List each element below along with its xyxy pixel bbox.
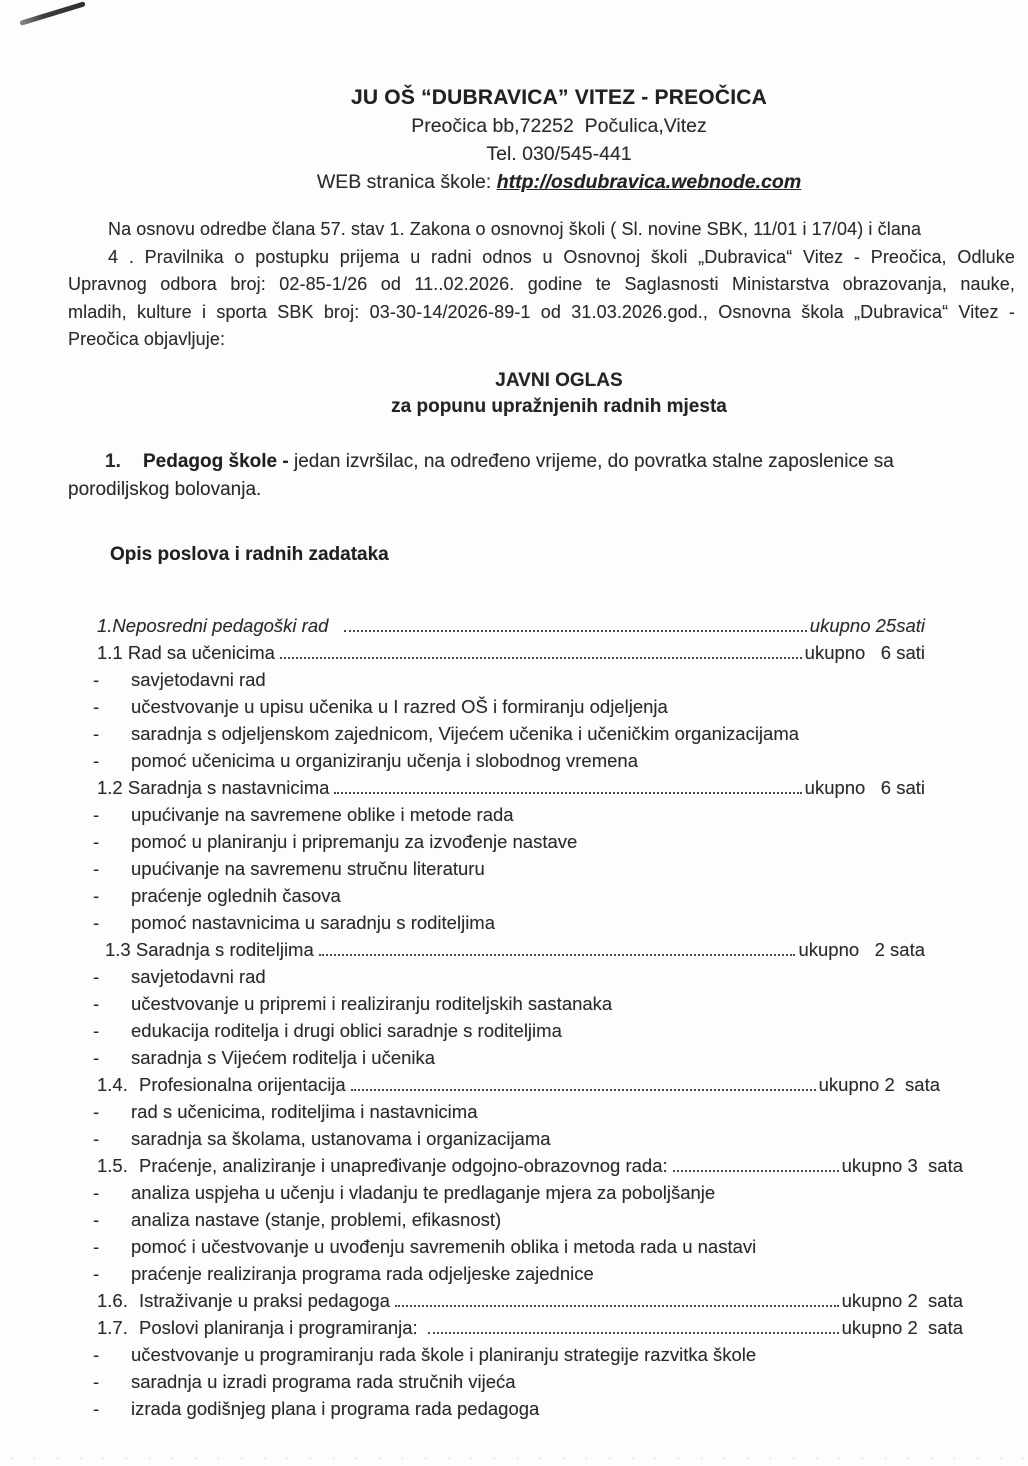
task-bullet-text: saradnja u izradi programa rada stručnih vijeća [131, 1370, 516, 1392]
task-bullet-text: savjetodavni rad [131, 668, 266, 690]
task-section-number: 1.5. [97, 1154, 128, 1176]
task-bullet-line [93, 693, 963, 720]
dash-bullet: - [93, 722, 100, 744]
dot-leader [673, 1170, 839, 1172]
dash-bullet: - [93, 965, 100, 987]
job-title: Pedagog škole - [143, 450, 294, 472]
task-bullet-line [93, 1179, 963, 1206]
web-label: WEB stranica škole: [316, 171, 497, 193]
notice-title-block [0, 368, 1028, 420]
task-section-label: Profesionalna orijentacija [139, 1073, 346, 1095]
intro-line: mladih, kulture i sporta SBK broj: 03-30-14/2026-89-1 od 31.03.2026.god., Osnovna škola „Dubravica“ Vitez - [68, 301, 1015, 322]
task-bullet-text: učestvovanje u upisu učenika u I razred OŠ i formiranju odjeljenja [131, 695, 668, 717]
job-position-paragraph [68, 448, 968, 504]
task-section-line [97, 639, 925, 666]
notice-title: JAVNI OGLAS [495, 369, 623, 391]
task-bullet-line [93, 1233, 963, 1260]
task-section-number: 1.6. [97, 1289, 128, 1311]
task-bullet-line [93, 1017, 963, 1044]
task-bullet-text: praćenje oglednih časova [131, 884, 341, 906]
task-bullet-line [93, 666, 963, 693]
task-section-label: 1.3 Saradnja s roditeljima [105, 938, 314, 960]
dash-bullet: - [93, 1046, 100, 1068]
task-bullet-line [93, 1260, 963, 1287]
dot-leader [344, 630, 806, 632]
dot-leader [351, 1089, 816, 1091]
task-section-line [97, 1071, 940, 1098]
intro-line: Na osnovu odredbe člana 57. stav 1. Zakona o osnovnoj školi ( Sl. novine SBK, 11/01 i 17/04) i člana [108, 219, 922, 239]
task-bullet-line [93, 963, 963, 990]
task-bullet-text: učestvovanje u programiranju rada škole i planiranju strategije razvitka škole [131, 1343, 757, 1365]
dash-bullet: - [93, 857, 100, 879]
dash-bullet: - [93, 830, 100, 852]
task-bullet-line [93, 882, 963, 909]
task-bullet-text: pomoć i učestvovanje u uvođenju savremenih oblika i metoda rada u nastavi [131, 1235, 757, 1257]
dash-bullet: - [93, 1397, 100, 1419]
task-bullet-line [93, 1368, 963, 1395]
task-section-number: 1.4. [97, 1073, 128, 1095]
task-section-label: 1.1 Rad sa učenicima [97, 641, 275, 663]
dash-bullet: - [93, 1181, 100, 1203]
task-bullet-line [93, 909, 963, 936]
notice-subtitle: za popunu upražnjenih radnih mjesta [391, 395, 727, 417]
dot-leader [280, 657, 802, 659]
dash-bullet: - [93, 1262, 100, 1284]
task-bullet-text: edukacija roditelja i drugi oblici saradnje s roditeljima [131, 1019, 562, 1041]
school-website-link[interactable]: http://osdubravica.webnode.com [496, 171, 802, 193]
dash-bullet: - [93, 1019, 100, 1041]
job-number: 1. [105, 450, 121, 472]
task-section-line [97, 612, 925, 639]
task-bullet-text: analiza nastave (stanje, problemi, efikasnost) [131, 1208, 502, 1230]
task-bullet-text: praćenje realiziranja programa rada odjeljeske zajednice [131, 1262, 594, 1284]
dot-leader [428, 1332, 839, 1334]
task-section-hours: ukupno 6 sati [804, 641, 925, 663]
dash-bullet: - [93, 1127, 100, 1149]
task-bullet-text: analiza uspjeha u učenju i vladanju te predlaganje mjera za poboljšanje [131, 1181, 716, 1203]
task-bullet-text: saradnja s Vijećem roditelja i učenika [131, 1046, 436, 1068]
document-header [0, 0, 1028, 196]
task-section-label: Praćenje, analiziranje i unapređivanje odgojno-obrazovnog rada: [139, 1154, 668, 1176]
task-section-number: 1.7. [97, 1316, 128, 1338]
task-bullet-line [93, 1395, 963, 1422]
task-bullet-text: pomoć učenicima u organiziranju učenja i slobodnog vremena [131, 749, 638, 771]
intro-line: 4 . Pravilnika o postupku prijema u radni odnos u Osnovnoj školi „Dubravica“ Vitez - Preočica, Odluke [108, 246, 1015, 267]
dash-bullet: - [93, 884, 100, 906]
dash-bullet: - [93, 803, 100, 825]
school-name: JU OŠ “DUBRAVICA” VITEZ - PREOČICA [351, 86, 767, 109]
task-bullet-text: pomoć nastavnicima u saradnju s roditeljima [131, 911, 496, 933]
task-section-hours: ukupno 2 sata [841, 1289, 963, 1311]
dash-bullet: - [93, 695, 100, 717]
dash-bullet: - [93, 992, 100, 1014]
task-bullet-text: pomoć u planiranju i pripremanju za izvođenje nastave [131, 830, 578, 852]
task-section-hours: ukupno 25sati [809, 614, 925, 636]
task-section-hours: ukupno 2 sata [798, 938, 925, 960]
task-bullet-line [93, 1044, 963, 1071]
tasks-heading: Opis poslova i radnih zadataka [110, 543, 389, 565]
dash-bullet: - [93, 1100, 100, 1122]
school-phone: Tel. 030/545-441 [486, 143, 632, 165]
task-bullet-line [93, 1125, 963, 1152]
task-bullet-text: upućivanje na savremenu stručnu literaturu [131, 857, 485, 879]
scanner-noise-artifact [0, 1455, 1028, 1464]
dash-bullet: - [93, 1208, 100, 1230]
dot-leader [334, 792, 801, 794]
task-section-line [97, 1314, 963, 1341]
dash-bullet: - [93, 1370, 100, 1392]
task-section-hours: ukupno 6 sati [804, 776, 925, 798]
task-bullet-line [93, 1206, 963, 1233]
task-bullet-text: učestvovanje u pripremi i realiziranju roditeljskih sastanaka [131, 992, 613, 1014]
task-section-label: 1.Neposredni pedagoški rad [97, 614, 329, 636]
task-bullet-line [93, 828, 963, 855]
task-section-label: Istraživanje u praksi pedagoga [139, 1289, 390, 1311]
intro-line: Preočica objavljuje: [68, 329, 226, 349]
school-address: Preočica bb,72252 Počulica,Vitez [411, 115, 707, 137]
task-bullet-line [93, 855, 963, 882]
task-bullet-text: saradnja sa školama, ustanovama i organizacijama [131, 1127, 551, 1149]
job-description: jedan izvršilac, na određeno vrijeme, do povratka stalne zaposlenice sa porodiljskog bolovanja. [68, 450, 894, 500]
task-bullet-line [93, 990, 963, 1017]
task-bullet-line [93, 801, 963, 828]
tasks-list [93, 612, 963, 1422]
task-bullet-line [93, 720, 963, 747]
dot-leader [319, 954, 796, 956]
task-section-line [105, 936, 925, 963]
task-bullet-text: saradnja s odjeljenskom zajednicom, Vijećem učenika i učeničkim organizacijama [131, 722, 800, 744]
task-bullet-text: rad s učenicima, roditeljima i nastavnicima [131, 1100, 478, 1122]
task-section-label: 1.2 Saradnja s nastavnicima [97, 776, 330, 798]
task-bullet-line [93, 1098, 963, 1125]
school-web-line [90, 168, 1028, 196]
dash-bullet: - [93, 749, 100, 771]
dash-bullet: - [93, 1343, 100, 1365]
task-section-line [97, 1287, 963, 1314]
task-bullet-text: izrada godišnjeg plana i programa rada pedagoga [131, 1397, 540, 1419]
task-section-line [97, 774, 925, 801]
task-section-hours: ukupno 3 sata [841, 1154, 963, 1176]
dash-bullet: - [93, 668, 100, 690]
task-bullet-text: savjetodavni rad [131, 965, 266, 987]
intro-line: Upravnog odbora broj: 02-85-1/26 od 11..02.2026. godine te Saglasnosti Ministarstva obrazovanja, nauke, [68, 274, 1015, 294]
dash-bullet: - [93, 1235, 100, 1257]
task-bullet-line [93, 747, 963, 774]
task-section-hours: ukupno 2 sata [818, 1073, 940, 1095]
task-section-hours: ukupno 2 sata [841, 1316, 963, 1338]
task-bullet-text: upućivanje na savremene oblike i metode rada [131, 803, 514, 825]
dash-bullet: - [93, 911, 100, 933]
dot-leader [395, 1305, 839, 1307]
task-section-label: Poslovi planiranja i programiranja: [139, 1316, 423, 1338]
task-bullet-line [93, 1341, 963, 1368]
intro-paragraph [68, 216, 1015, 354]
task-section-line [97, 1152, 963, 1179]
